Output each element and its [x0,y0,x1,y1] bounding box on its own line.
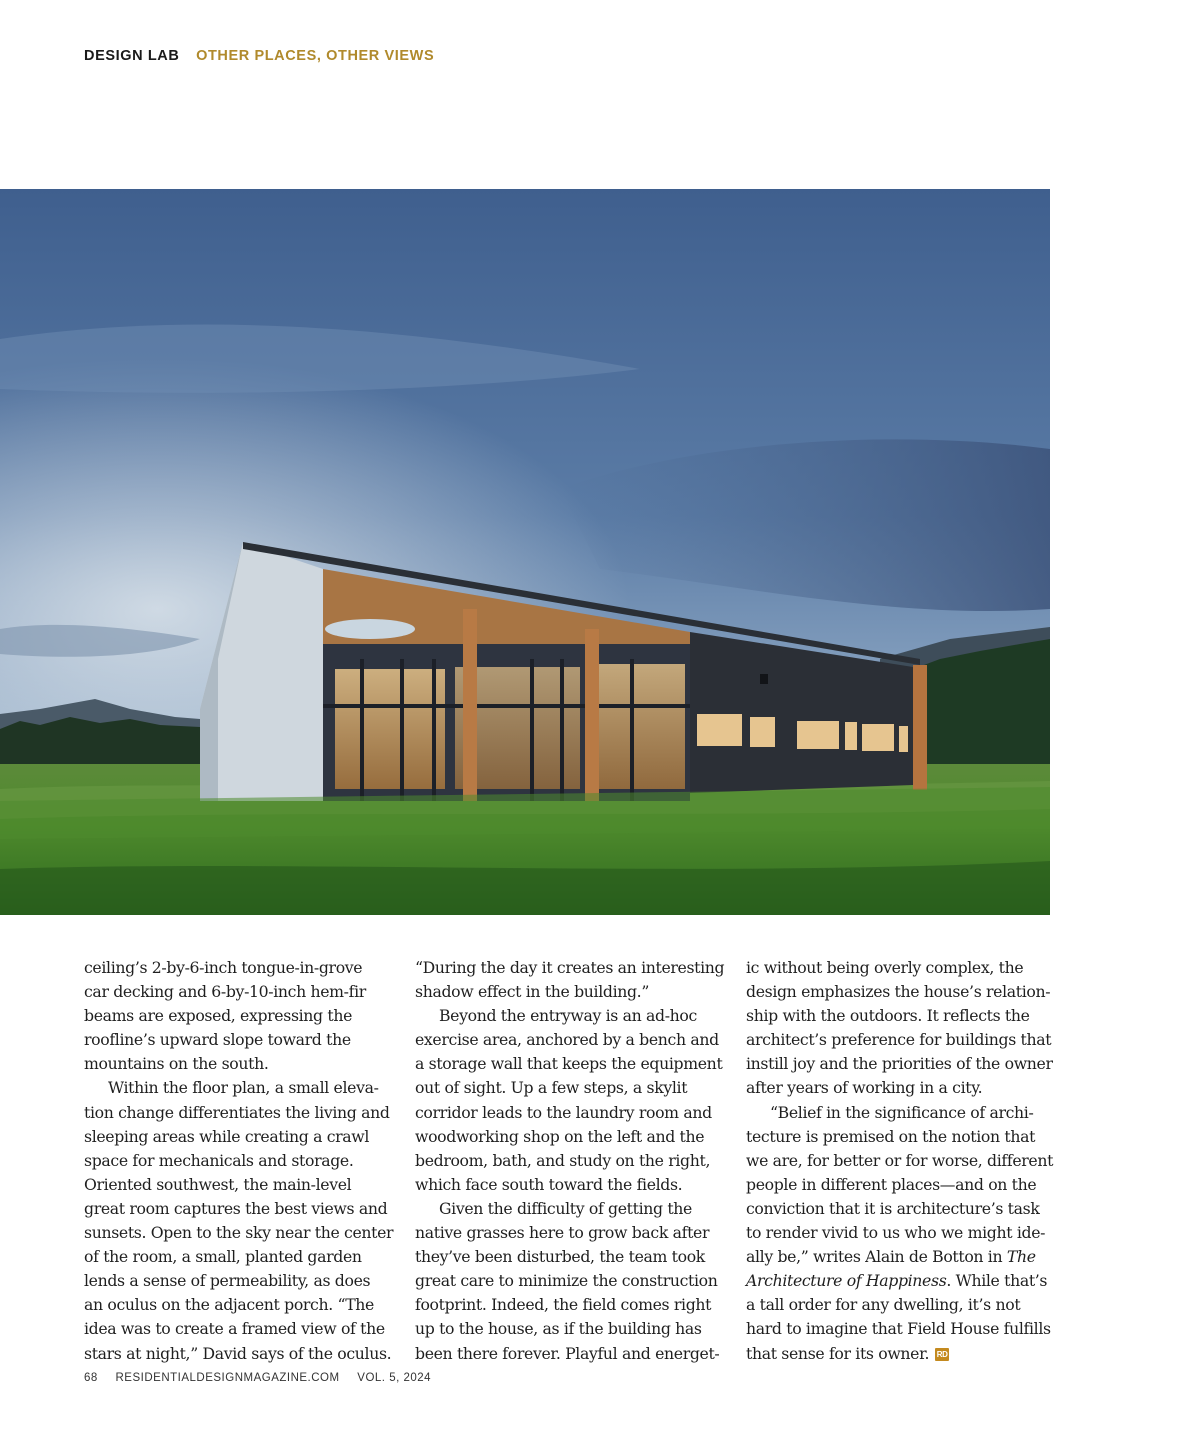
text-line: “During the day it creates an interesting [415,958,725,977]
text-line: space for mechanicals and storage. [84,1150,354,1170]
text-line: conviction that it is architecture’s task [746,1198,1040,1218]
text-line: after years of working in a city. [746,1078,983,1098]
text-line [746,1342,1058,1366]
body-column-3 [746,956,1058,1366]
text-line: mountains on the south. [84,1054,269,1074]
text-line: which face south toward the fields. [415,1174,683,1194]
text-line: architect’s preference for buildings that [746,1030,1052,1050]
text-line: we are, for better or for worse, different [746,1150,1054,1170]
text-line: great room captures the best views and [84,1198,388,1218]
field-house-photo [0,189,1050,915]
text-line: shadow effect in the building.” [415,982,649,1002]
text-line: native grasses here to grow back after [415,1223,710,1243]
text-line: ship with the outdoors. It reflects the [746,1006,1030,1026]
text-line-roman: . While that’s [946,1271,1048,1291]
text-line: Given the difficulty of getting the [439,1198,692,1218]
text-line: footprint. Indeed, the field comes right [415,1295,712,1315]
text-line: Oriented southwest, the main-level [84,1174,352,1194]
text-line: ic without being overly complex, the [746,958,1024,977]
text-line [746,1269,1058,1293]
page-footer [84,1372,431,1384]
book-title-part: Architecture of Happiness [746,1271,947,1291]
text-line: an oculus on the adjacent porch. “The [84,1295,374,1315]
text-line: great care to minimize the construction [415,1271,718,1291]
section-label: DESIGN LAB [84,48,180,64]
book-title-part: The [1006,1247,1036,1267]
volume-info: VOL. 5, 2024 [357,1372,432,1384]
text-line: beams are exposed, expressing the [84,1006,353,1026]
text-line: sunsets. Open to the sky near the center [84,1223,394,1243]
text-line: to render vivid to us who we might ide- [746,1223,1046,1243]
text-line-roman: ally be,” writes Alain de Botton in [746,1247,1003,1267]
page-number: 68 [84,1372,98,1384]
text-line: people in different places—and on the [746,1174,1037,1194]
text-line: Within the floor plan, a small eleva- [108,1078,379,1098]
running-header [84,48,434,64]
text-line: car decking and 6-by-10-inch hem-fir [84,982,366,1002]
text-line: been there forever. Playful and energet- [415,1343,720,1363]
text-line: up to the house, as if the building has [415,1319,702,1339]
text-line: sleeping areas while creating a crawl [84,1126,370,1146]
topic-label: OTHER PLACES, OTHER VIEWS [196,48,435,64]
text-line: stars at night,” David says of the oculus. [84,1343,392,1363]
text-line: instill joy and the priorities of the owner [746,1054,1053,1074]
text-line: “Belief in the significance of archi- [770,1102,1034,1122]
text-line: idea was to create a framed view of the [84,1319,385,1339]
text-line: exercise area, anchored by a bench and [415,1030,719,1050]
text-line [746,1245,1058,1269]
website-url: RESIDENTIALDESIGNMAGAZINE.COM [115,1372,340,1384]
text-line-roman: that sense for its owner. [746,1343,930,1363]
text-line: tion change differentiates the living and [84,1102,390,1122]
text-line: tecture is premised on the notion that [746,1126,1036,1146]
text-line: bedroom, bath, and study on the right, [415,1150,711,1170]
text-line: design emphasizes the house’s relation- [746,982,1051,1002]
text-line: lends a sense of permeability, as does [84,1271,371,1291]
text-line: Beyond the entryway is an ad-hoc [439,1006,697,1026]
text-line: a tall order for any dwelling, it’s not [746,1295,1021,1315]
text-line: woodworking shop on the left and the [415,1126,705,1146]
text-line: out of sight. Up a few steps, a skylit [415,1078,688,1098]
text-line: roofline’s upward slope toward the [84,1030,351,1050]
end-mark-icon: RD [936,1349,948,1359]
text-line: hard to imagine that Field House fulfills [746,1319,1051,1339]
text-line: they’ve been disturbed, the team took [415,1247,705,1267]
text-line: of the room, a small, planted garden [84,1247,362,1267]
text-line: a storage wall that keeps the equipment [415,1054,723,1074]
body-column-1 [84,956,396,1366]
body-column-2 [415,956,727,1366]
text-line: ceiling’s 2-by-6-inch tongue-in-grove [84,958,363,977]
text-line: corridor leads to the laundry room and [415,1102,712,1122]
